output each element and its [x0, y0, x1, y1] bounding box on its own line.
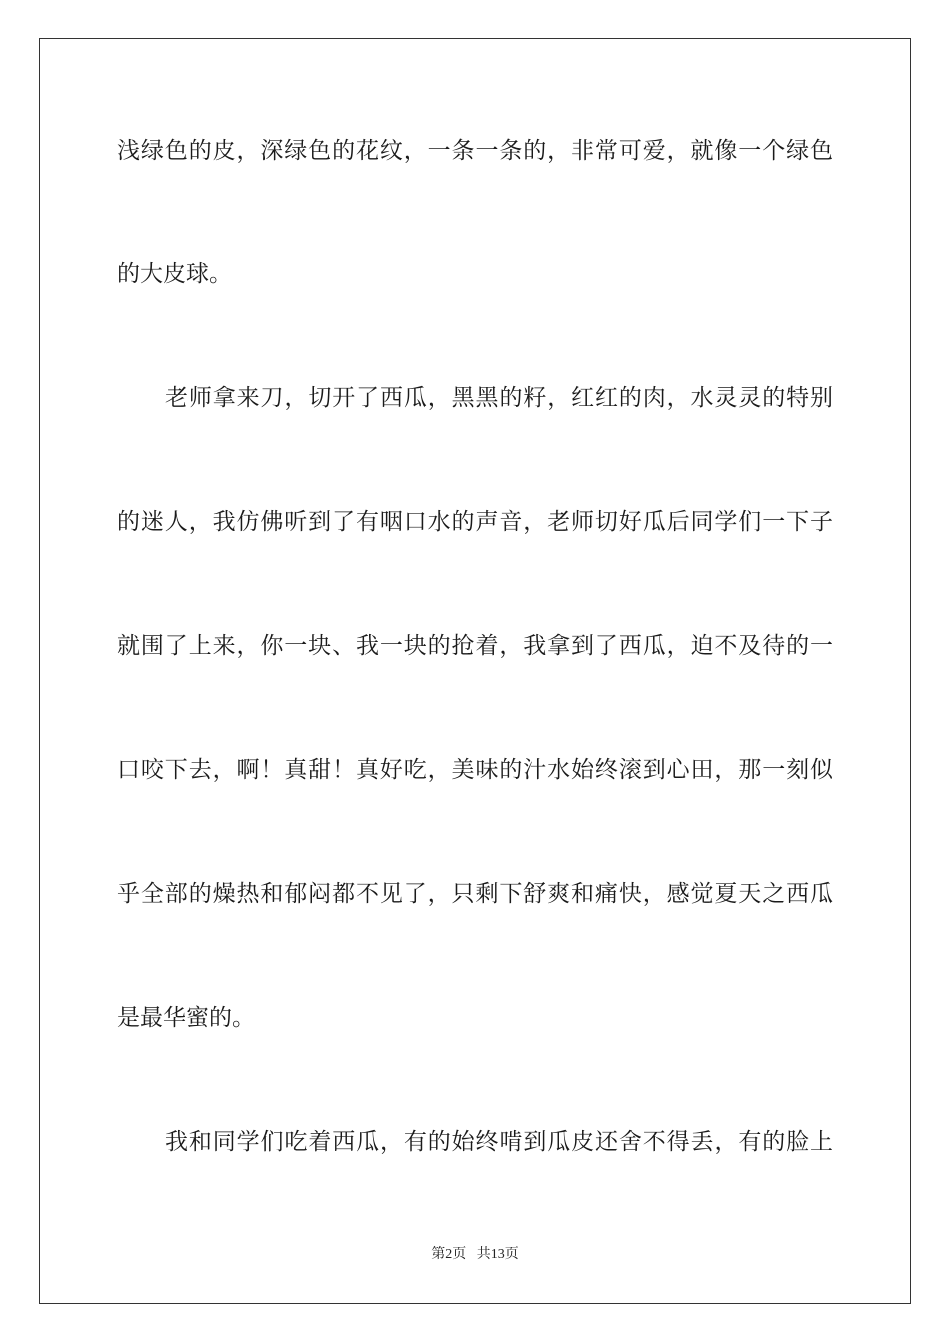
body-line-2: 的大皮球。: [117, 261, 232, 287]
body-line-4: 的迷人，我仿佛听到了有咽口水的声音，老师切好瓜后同学们一下子: [117, 509, 833, 535]
page-number: 第2页: [431, 1247, 467, 1262]
body-line-7: 乎全部的燥热和郁闷都不见了，只剩下舒爽和痛快，感觉夏天之西瓜: [117, 881, 833, 907]
body-line-3: 老师拿来刀，切开了西瓜，黑黑的籽，红红的肉，水灵灵的特别: [165, 385, 833, 411]
page-footer: [0, 1246, 950, 1264]
body-line-6: 口咬下去，啊！真甜！真好吃，美味的汁水始终滚到心田，那一刻似: [117, 757, 833, 783]
body-line-5: 就围了上来，你一块、我一块的抢着，我拿到了西瓜，迫不及待的一: [117, 633, 833, 659]
body-line-1: 浅绿色的皮，深绿色的花纹，一条一条的，非常可爱，就像一个绿色: [117, 138, 833, 164]
page-border: [39, 38, 911, 1304]
body-line-8: 是最华蜜的。: [117, 1005, 255, 1031]
page-total: 共13页: [476, 1247, 519, 1262]
body-line-9: 我和同学们吃着西瓜，有的始终啃到瓜皮还舍不得丢，有的脸上: [165, 1129, 833, 1155]
